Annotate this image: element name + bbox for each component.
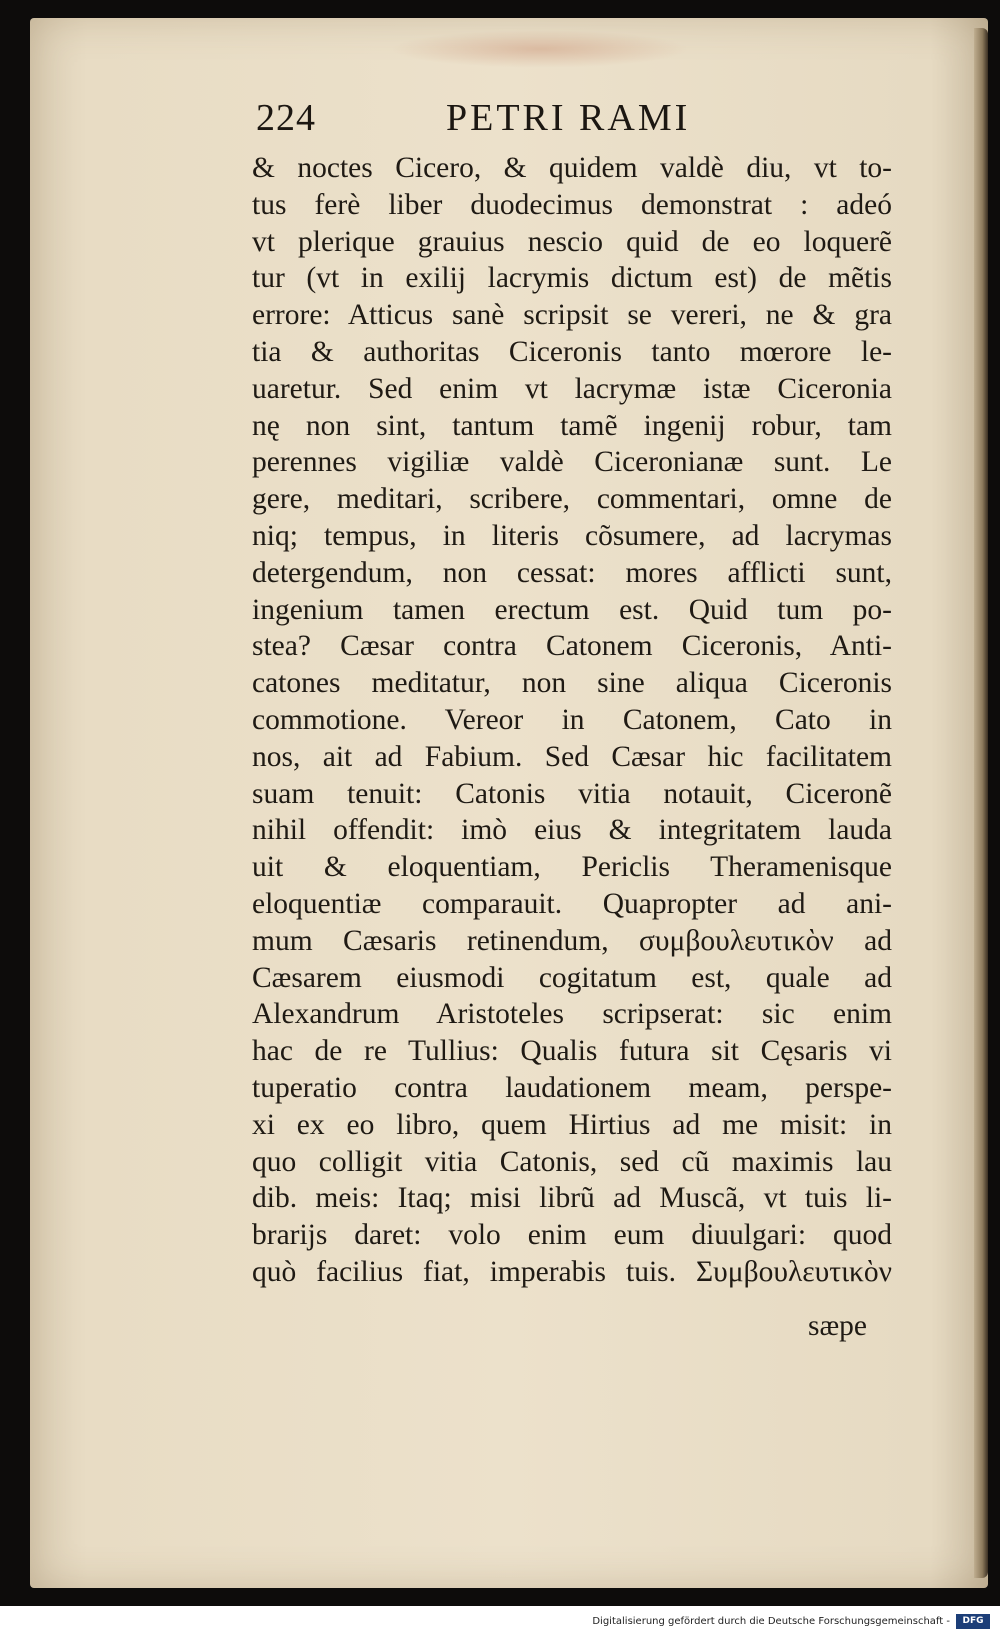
text-line: detergendum, non cessat: mores afflicti sunt, [252,556,892,589]
text-line: vt plerique grauius nescio quid de eo loquerẽ [252,225,892,258]
text-line: uit & eloquentiam, Periclis Theramenisque [252,851,892,884]
text-line: commotione. Vereor in Catonem, Cato in [252,703,892,736]
text-line: stea? Cæsar contra Catonem Ciceronis, Anti- [252,630,892,663]
text-line: tur (vt in exilij lacrymis dictum est) de mẽtis [252,262,892,295]
text-line: hac de re Tullius: Qualis futura sit Cęsaris vi [252,1035,892,1068]
text-line: uaretur. Sed enim vt lacrymæ istæ Ciceronia [252,372,892,405]
text-line: & noctes Cicero, & quidem valdè diu, vt to- [252,152,892,184]
text-line: tuperatio contra laudationem meam, perspe- [252,1071,892,1104]
catchword: sæpe [808,1310,867,1342]
page-number: 224 [256,97,316,139]
page-edge [974,28,988,1578]
running-title: PETRI RAMI [446,97,691,139]
text-line: brarijs daret: volo enim eum diuulgari: quod [252,1219,892,1252]
text-line: xi ex eo libro, quem Hirtius ad me misit: in [252,1108,892,1141]
ink-stain [390,30,690,68]
text-line: Alexandrum Aristoteles scripserat: sic enim [252,998,892,1031]
text-line: nę non sint, tantum tamẽ ingenij robur, tam [252,409,892,442]
page-header [256,96,716,146]
text-line: mum Cæsaris retinendum, συμβουλευτικὸν ad [252,924,892,957]
dfg-logo: DFG [956,1614,990,1629]
text-line: quò facilius fiat, imperabis tuis. Συμβουλευτικὸν [252,1255,892,1288]
text-line: dib. meis: Itaq; misi librũ ad Muscã, vt tuis li- [252,1182,892,1215]
text-line: suam tenuit: Catonis vitia notauit, Ciceronẽ [252,777,892,810]
text-line: quo colligit vitia Catonis, sed cũ maximis lau [252,1145,892,1178]
body-text [252,150,892,1291]
text-line: ingenium tamen erectum est. Quid tum po- [252,593,892,626]
text-line: eloquentiæ comparauit. Quapropter ad ani- [252,887,892,920]
text-line: perennes vigiliæ valdè Ciceronianæ sunt. Le [252,446,892,479]
text-line: tus ferè liber duodecimus demonstrat : adeó [252,188,892,221]
text-line: gere, meditari, scribere, commentari, omne de [252,483,892,516]
text-line: catones meditatur, non sine aliqua Ciceronis [252,667,892,700]
digitization-credit: Digitalisierung gefördert durch die Deutsche Forschungsgemeinschaft - [592,1616,950,1627]
text-line: nihil offendit: imò eius & integritatem lauda [252,814,892,847]
text-line: tia & authoritas Ciceronis tanto mœrore le- [252,335,892,368]
text-line: errore: Atticus sanè scripsit se vereri, ne & gra [252,299,892,332]
text-line: niq; tempus, in literis cõsumere, ad lacrymas [252,519,892,552]
text-line: Cæsarem eiusmodi cogitatum est, quale ad [252,961,892,994]
text-line: nos, ait ad Fabium. Sed Cæsar hic facilitatem [252,740,892,773]
